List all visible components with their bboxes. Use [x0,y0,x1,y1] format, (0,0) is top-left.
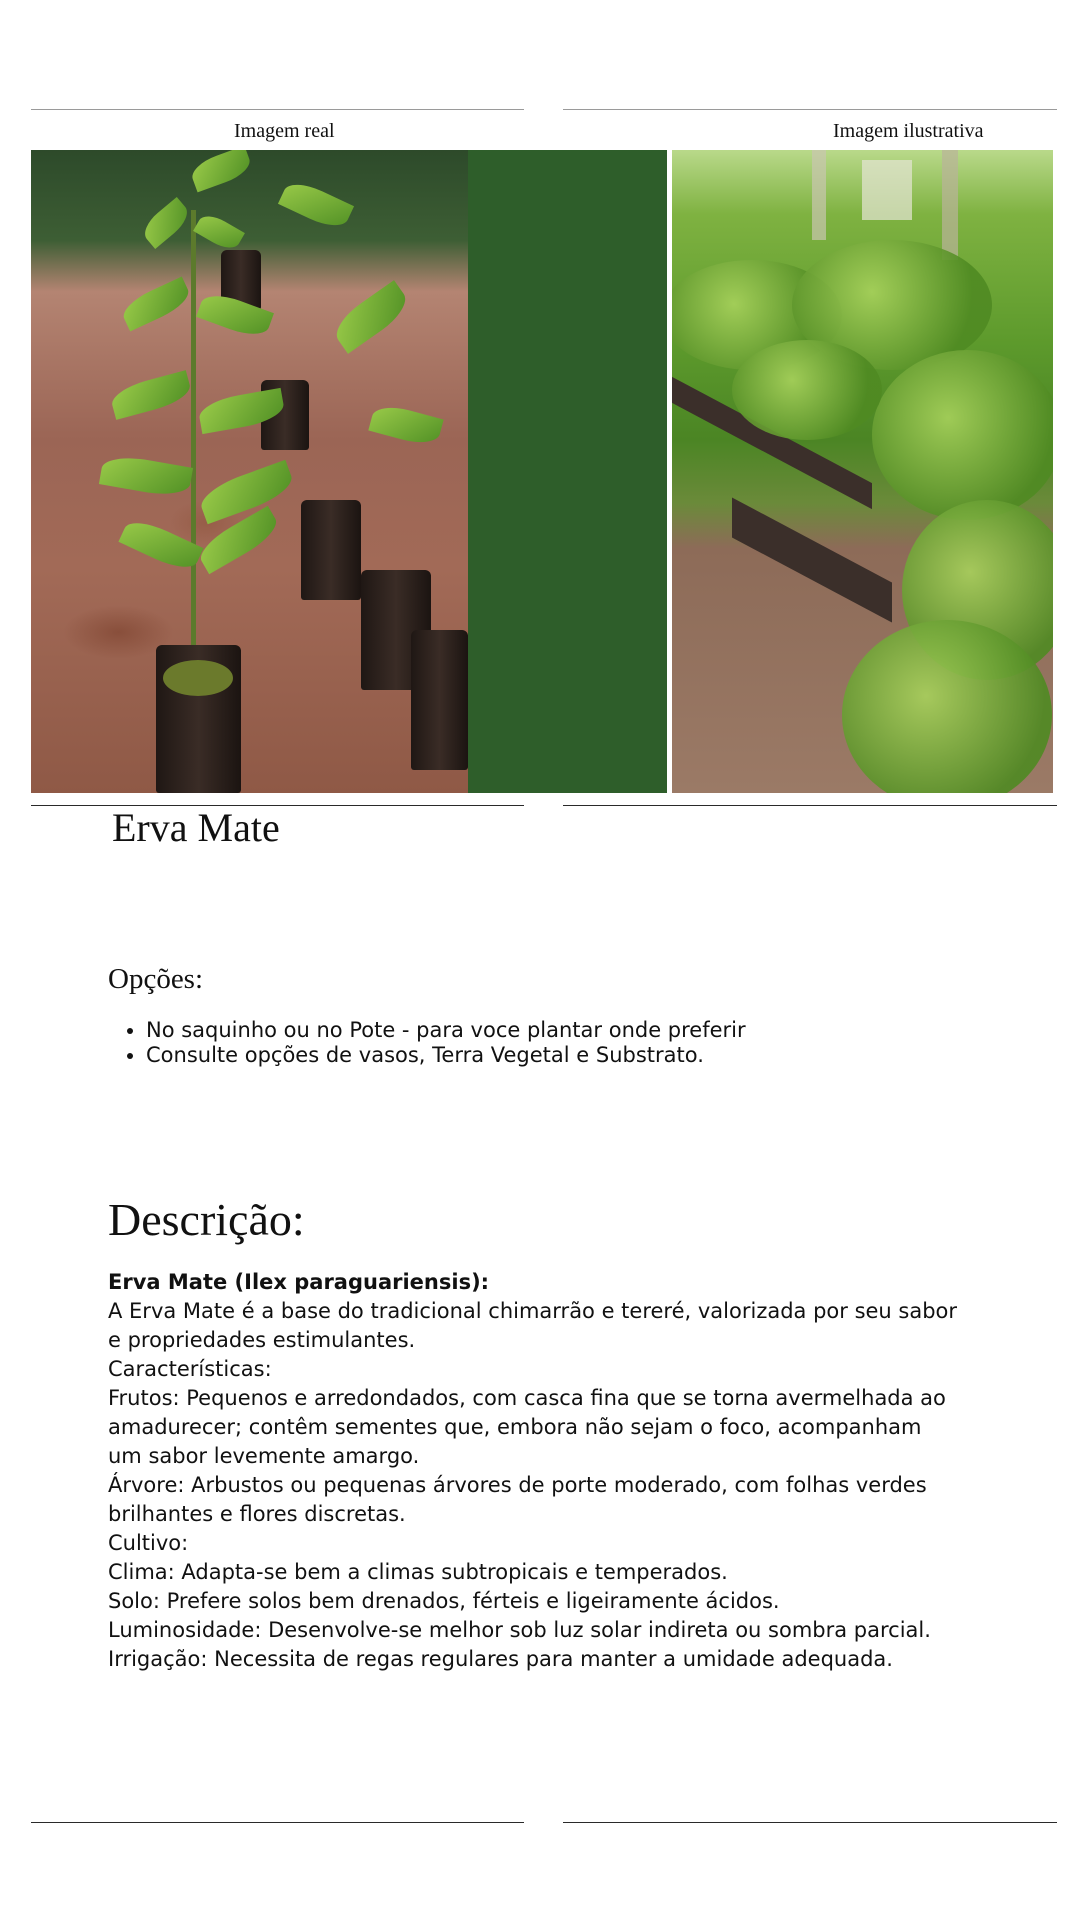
bottom-divider-right [563,1822,1057,1823]
caption-real-image: Imagem real [234,120,335,142]
options-heading: Opções: [108,963,204,995]
description-heading: Descrição: [108,1194,305,1245]
green-panel [468,150,667,793]
description-paragraph: Árvore: Arbustos ou pequenas árvores de porte moderado, com folhas verdes brilhantes e flores discretas. [108,1473,927,1526]
foreground-leaf-cluster [872,350,1053,520]
image-bottom-divider-right [563,805,1057,806]
real-plant-photo [31,150,468,793]
option-item: • No saquinho ou no Pote - para voce plantar onde preferir [146,1018,746,1043]
description-paragraph: Frutos: Pequenos e arredondados, com casca fina que se torna avermelhada ao amadurecer; contêm sementes que, embora não sejam o foco, acompanham um sabor levemente amargo. [108,1386,946,1468]
background-pot [411,630,468,770]
seedling-stem [191,210,196,670]
description-paragraph: Luminosidade: Desenvolve-se melhor sob luz solar indireta ou sombra parcial. [108,1618,931,1642]
description-body [108,1268,958,1674]
product-title: Erva Mate [112,805,280,850]
options-list [108,1018,746,1068]
description-paragraph: Solo: Prefere solos bem drenados, férteis e ligeiramente ácidos. [108,1589,780,1613]
seedling-leaf [118,277,193,332]
seedling-leaf [193,210,245,254]
background-leaf [278,177,354,234]
description-scientific-name: Erva Mate (Ilex paraguariensis): [108,1270,490,1294]
foreground-leaf-cluster [732,340,882,440]
description-subheading: Cultivo: [108,1531,189,1555]
seedling-leaf [108,370,193,420]
seedling-leaf [138,197,193,249]
seedling-leaf [196,460,297,524]
top-divider-right [563,109,1057,110]
background-leaf [368,401,443,448]
background-leaf [188,150,254,192]
option-item: • Consulte opções de vasos, Terra Vegetal e Substrato. [146,1043,746,1068]
seedling-leaf [99,452,193,499]
pot-row [732,497,892,622]
description-paragraph: A Erva Mate é a base do tradicional chimarrão e tereré, valorizada por seu sabor e propriedades estimulantes. [108,1299,958,1352]
description-paragraph: Irrigação: Necessita de regas regulares para manter a umidade adequada. [108,1647,893,1671]
description-paragraph: Clima: Adapta-se bem a climas subtropicais e temperados. [108,1560,728,1584]
bottom-divider-left [31,1822,524,1823]
illustrative-plant-photo [672,150,1053,793]
background-sign [862,160,912,220]
background-leaf [328,280,413,354]
description-subheading: Características: [108,1357,272,1381]
bag-soil-moss [163,660,233,696]
background-tree-trunk [812,150,826,240]
background-pot [301,500,361,600]
top-divider-left [31,109,524,110]
caption-illustrative-image: Imagem ilustrativa [833,120,984,142]
background-tree-trunk [942,150,958,260]
